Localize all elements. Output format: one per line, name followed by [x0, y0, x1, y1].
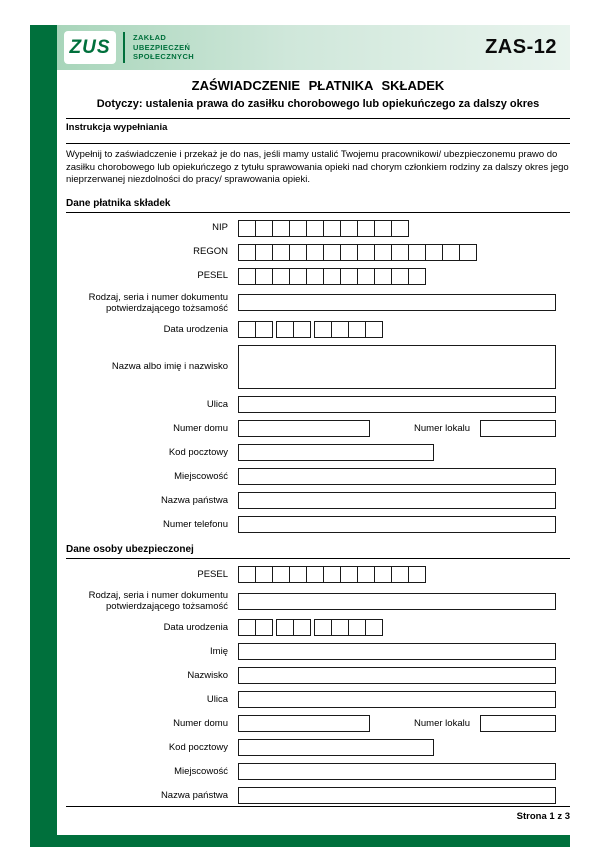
field-label: NIP	[212, 222, 228, 234]
field-row	[66, 715, 570, 732]
text-input[interactable]	[238, 492, 556, 509]
field-area	[238, 691, 556, 708]
text-input[interactable]	[238, 787, 556, 804]
char-cell-input[interactable]	[391, 566, 409, 583]
field-label-secondary: Numer lokalu	[414, 718, 470, 730]
field-label: PESEL	[197, 568, 228, 580]
char-cell-input[interactable]	[340, 268, 358, 285]
field-row	[66, 420, 570, 437]
char-cell-input[interactable]	[323, 566, 341, 583]
char-cell-input[interactable]	[255, 220, 273, 237]
char-cell-input[interactable]	[331, 321, 349, 338]
section-heading: Dane płatnika składek	[66, 196, 570, 213]
field-area	[238, 787, 556, 804]
cell-group	[276, 619, 311, 636]
char-cell-input[interactable]	[357, 244, 375, 261]
field-area	[238, 345, 556, 389]
org-name-line: ZAKŁAD	[133, 32, 167, 42]
field-area	[238, 468, 556, 485]
form-code: ZAS-12	[485, 36, 557, 58]
char-cell-input[interactable]	[408, 566, 426, 583]
char-cell-input[interactable]	[306, 220, 324, 237]
header-band	[57, 25, 570, 70]
field-area	[238, 244, 556, 261]
text-input[interactable]	[238, 739, 434, 756]
form-content	[66, 78, 570, 804]
text-input[interactable]	[238, 468, 556, 485]
field-area	[238, 619, 556, 636]
field-label: Data urodzenia	[163, 323, 228, 335]
char-cell-input[interactable]	[425, 244, 443, 261]
char-cell-input[interactable]	[238, 244, 256, 261]
field-label: Imię	[210, 646, 228, 658]
field-row	[66, 444, 570, 461]
org-name-line: SPOŁECZNYCH	[133, 52, 195, 62]
char-cell-input[interactable]	[331, 619, 349, 636]
char-cell-input[interactable]	[306, 244, 324, 261]
field-label: Numer domu	[173, 718, 228, 730]
field-row	[66, 220, 570, 237]
field-row	[66, 321, 570, 338]
text-input[interactable]	[238, 516, 556, 533]
form-subtitle: Dotyczy: ustalenia prawa do zasiłku chorobowego lub opiekuńczego za dalszy okres	[96, 98, 540, 110]
char-cell-input[interactable]	[289, 566, 307, 583]
text-input[interactable]	[238, 396, 556, 413]
char-cell-input[interactable]	[289, 220, 307, 237]
char-cell-input[interactable]	[306, 566, 324, 583]
cell-group	[314, 321, 383, 338]
field-row	[66, 268, 570, 285]
field-row	[66, 643, 570, 660]
char-cell-input[interactable]	[289, 268, 307, 285]
char-cell-input[interactable]	[276, 619, 294, 636]
field-label: Nazwa państwa	[160, 494, 228, 506]
cell-group	[314, 619, 383, 636]
char-cell-input[interactable]	[238, 321, 256, 338]
divider	[66, 143, 570, 144]
zus-logo	[64, 31, 116, 64]
left-accent-bar	[30, 25, 57, 847]
instructions-text: Wypełnij to zaświadczenie i przekaż je do nas, jeśli mamy ustalić Twojemu pracownikowi/ ubezpieczonemu prawo do zasiłku chorobowego lub opiekuńczego z tytułu sprawowania opieki nad chorym członkiem rodziny za dalszy okres jego nieprzerwanej niezdolności do pracy/ sprawowania opieki.	[66, 149, 569, 186]
field-label: Rodzaj, seria i numer dokumentu potwierdzającego tożsamość	[88, 291, 228, 314]
text-input[interactable]	[238, 593, 556, 610]
field-row	[66, 619, 570, 636]
text-input[interactable]	[480, 715, 556, 732]
char-cell-input[interactable]	[255, 566, 273, 583]
form-section	[66, 542, 570, 804]
field-area	[238, 643, 556, 660]
field-area	[238, 220, 556, 237]
char-cell-input[interactable]	[272, 244, 290, 261]
field-row	[66, 492, 570, 509]
text-input[interactable]	[238, 420, 370, 437]
char-cell-input[interactable]	[340, 244, 358, 261]
field-row	[66, 739, 570, 756]
field-label: Ulica	[206, 398, 228, 410]
field-label: Miejscowość	[174, 470, 228, 482]
form-title: ZAŚWIADCZENIE PŁATNIKA SKŁADEK	[191, 78, 445, 93]
cell-group	[238, 566, 426, 583]
field-label: REGON	[193, 246, 228, 258]
field-row	[66, 516, 570, 533]
field-label: Kod pocztowy	[168, 446, 228, 458]
char-cell-input[interactable]	[357, 220, 375, 237]
char-cell-input[interactable]	[391, 220, 409, 237]
field-label: Miejscowość	[174, 766, 228, 778]
text-input[interactable]	[480, 420, 556, 437]
field-area	[238, 321, 556, 338]
text-input[interactable]	[238, 444, 434, 461]
field-area	[238, 667, 556, 684]
field-row	[66, 691, 570, 708]
char-cell-input[interactable]	[374, 566, 392, 583]
page-footer	[66, 806, 570, 822]
char-cell-input[interactable]	[374, 244, 392, 261]
char-cell-input[interactable]	[348, 619, 366, 636]
char-cell-input[interactable]	[289, 244, 307, 261]
char-cell-input[interactable]	[340, 566, 358, 583]
field-area	[238, 294, 556, 311]
char-cell-input[interactable]	[357, 268, 375, 285]
org-name-line: UBEZPIECZEŃ	[133, 42, 191, 52]
cell-group	[238, 321, 273, 338]
char-cell-input[interactable]	[348, 321, 366, 338]
char-cell-input[interactable]	[408, 268, 426, 285]
char-cell-input[interactable]	[323, 220, 341, 237]
char-cell-input[interactable]	[293, 619, 311, 636]
cell-group	[238, 220, 409, 237]
char-cell-input[interactable]	[255, 321, 273, 338]
char-cell-input[interactable]	[323, 268, 341, 285]
char-cell-input[interactable]	[374, 268, 392, 285]
field-area	[238, 593, 556, 610]
field-row	[66, 667, 570, 684]
field-row	[66, 345, 570, 389]
field-label: Nazwisko	[187, 670, 228, 682]
char-cell-input[interactable]	[276, 321, 294, 338]
text-input[interactable]	[238, 715, 370, 732]
field-row	[66, 292, 570, 314]
char-cell-input[interactable]	[374, 220, 392, 237]
field-label: Kod pocztowy	[168, 742, 228, 754]
field-row	[66, 590, 570, 612]
char-cell-input[interactable]	[272, 220, 290, 237]
field-row	[66, 566, 570, 583]
text-input[interactable]	[238, 763, 556, 780]
char-cell-input[interactable]	[238, 619, 256, 636]
char-cell-input[interactable]	[365, 321, 383, 338]
field-row	[66, 244, 570, 261]
section-heading: Dane osoby ubezpieczonej	[66, 542, 570, 559]
field-row	[66, 396, 570, 413]
char-cell-input[interactable]	[238, 220, 256, 237]
char-cell-input[interactable]	[391, 244, 409, 261]
cell-group	[238, 268, 426, 285]
text-input[interactable]	[238, 294, 556, 311]
char-cell-input[interactable]	[365, 619, 383, 636]
field-area	[238, 444, 556, 461]
char-cell-input[interactable]	[238, 268, 256, 285]
field-area	[238, 715, 556, 732]
text-input[interactable]	[238, 691, 556, 708]
char-cell-input[interactable]	[306, 268, 324, 285]
field-label: Data urodzenia	[163, 622, 228, 634]
instructions-heading: Instrukcja wypełniania	[66, 122, 168, 133]
char-cell-input[interactable]	[238, 566, 256, 583]
cell-group	[276, 321, 311, 338]
field-label: Nazwa państwa	[160, 790, 228, 802]
text-input[interactable]	[238, 667, 556, 684]
bottom-accent-bar	[57, 835, 570, 847]
char-cell-input[interactable]	[408, 244, 426, 261]
zus-logo-text: ZUS	[69, 36, 111, 58]
field-row	[66, 763, 570, 780]
field-label: Numer telefonu	[163, 518, 228, 530]
field-label-secondary: Numer lokalu	[414, 423, 470, 434]
field-row	[66, 468, 570, 485]
field-area	[238, 739, 556, 756]
field-area	[238, 268, 556, 285]
field-area	[238, 396, 556, 413]
char-cell-input[interactable]	[357, 566, 375, 583]
char-cell-input[interactable]	[391, 268, 409, 285]
field-area	[238, 516, 556, 533]
char-cell-input[interactable]	[272, 566, 290, 583]
field-area	[238, 763, 556, 780]
field-area	[238, 492, 556, 509]
char-cell-input[interactable]	[255, 619, 273, 636]
field-row	[66, 787, 570, 804]
field-label: Rodzaj, seria i numer dokumentu potwierdzającego tożsamość	[88, 590, 228, 613]
multiline-input[interactable]	[238, 345, 556, 389]
logo-divider	[123, 32, 125, 63]
char-cell-input[interactable]	[255, 244, 273, 261]
char-cell-input[interactable]	[340, 220, 358, 237]
char-cell-input[interactable]	[314, 619, 332, 636]
form-section	[66, 196, 570, 533]
field-label: PESEL	[197, 270, 228, 282]
cell-group	[238, 619, 273, 636]
field-area	[238, 566, 556, 583]
text-input[interactable]	[238, 643, 556, 660]
page-number: Strona 1 z 3	[516, 811, 570, 822]
char-cell-input[interactable]	[255, 268, 273, 285]
form-sections	[66, 196, 570, 805]
char-cell-input[interactable]	[293, 321, 311, 338]
char-cell-input[interactable]	[272, 268, 290, 285]
org-name	[133, 33, 194, 62]
field-label: Numer domu	[173, 422, 228, 434]
field-label: Nazwa albo imię i nazwisko	[111, 361, 228, 373]
field-label: Ulica	[206, 694, 228, 706]
char-cell-input[interactable]	[442, 244, 460, 261]
cell-group	[238, 244, 477, 261]
char-cell-input[interactable]	[323, 244, 341, 261]
char-cell-input[interactable]	[314, 321, 332, 338]
char-cell-input[interactable]	[459, 244, 477, 261]
field-area	[238, 420, 556, 437]
footer-divider	[66, 806, 570, 807]
